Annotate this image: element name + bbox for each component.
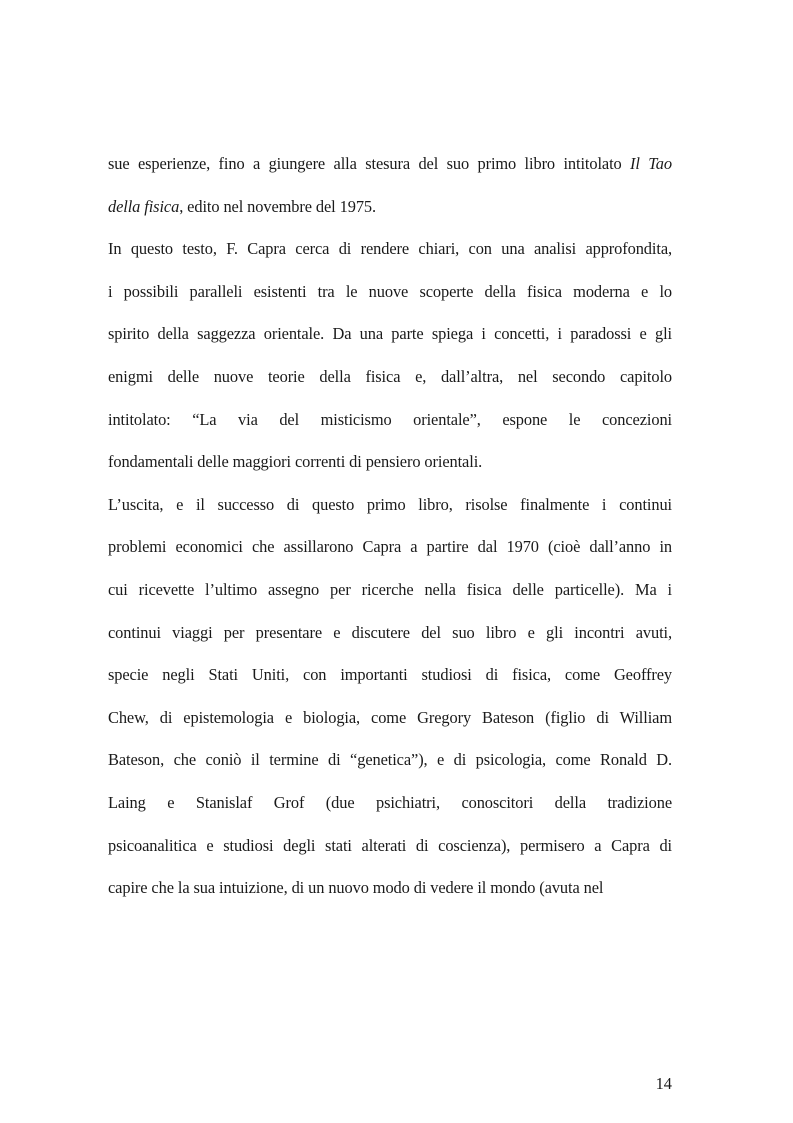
text-line — [108, 825, 672, 868]
text-line — [108, 271, 672, 314]
text-line — [108, 143, 672, 186]
text-line — [108, 356, 672, 399]
text-run: L’uscita, e il successo di questo primo libro, risolse finalmente i continui — [108, 494, 672, 514]
text-run: fondamentali delle maggiori correnti di pensiero orientali. — [108, 452, 483, 472]
text-line — [108, 739, 672, 782]
paragraph — [108, 228, 672, 484]
text-run: i possibili paralleli esistenti tra le nuove scoperte della fisica moderna e lo — [108, 281, 672, 301]
paragraph — [108, 484, 672, 910]
text-run: In questo testo, F. Capra cerca di rendere chiari, con una analisi approfondita, — [108, 239, 672, 259]
text-line — [108, 228, 672, 271]
text-run: sue esperienze, fino a giungere alla stesura del suo primo libro intitolato — [108, 154, 631, 173]
text-line — [108, 186, 672, 229]
text-run: Bateson, che coniò il termine di “genetica”), e di psicologia, come Ronald D. — [108, 750, 672, 770]
italic-title-text: Il Tao — [630, 154, 672, 173]
text-run: Chew, di epistemologia e biologia, come Gregory Bateson (figlio di William — [108, 707, 672, 727]
text-run: continui viaggi per presentare e discutere del suo libro e gli incontri avuti, — [108, 622, 672, 642]
text-line — [108, 399, 672, 442]
text-line — [108, 782, 672, 825]
text-run: specie negli Stati Uniti, con importanti studiosi di fisica, come Geoffrey — [108, 665, 672, 685]
text-line — [108, 612, 672, 655]
text-line — [108, 441, 672, 484]
text-run: intitolato: “La via del misticismo orientale”, espone le concezioni — [108, 409, 672, 429]
text-run: psicoanalitica e studiosi degli stati alterati di coscienza), permisero a Capra di — [108, 835, 672, 855]
paragraph — [108, 143, 672, 228]
text-run: enigmi delle nuove teorie della fisica e, dall’altra, nel secondo capitolo — [108, 366, 672, 386]
text-line — [108, 569, 672, 612]
text-line — [108, 526, 672, 569]
italic-title-text: della fisica — [108, 196, 180, 216]
text-run: capire che la sua intuizione, di un nuovo modo di vedere il mondo (avuta nel — [108, 878, 604, 898]
text-line — [108, 697, 672, 740]
text-run: cui ricevette l’ultimo assegno per ricerche nella fisica delle particelle). Ma i — [108, 579, 672, 599]
text-run: problemi economici che assillarono Capra a partire dal 1970 (cioè dall’anno in — [108, 537, 672, 557]
text-line — [108, 313, 672, 356]
text-run: Laing e Stanislaf Grof (due psichiatri, conoscitori della tradizione — [108, 792, 672, 812]
text-run: , edito nel novembre del 1975. — [179, 196, 377, 216]
text-line — [108, 484, 672, 527]
body-text — [108, 143, 672, 910]
text-line — [108, 654, 672, 697]
text-run: spirito della saggezza orientale. Da una parte spiega i concetti, i paradossi e gli — [108, 324, 672, 344]
text-line — [108, 867, 672, 910]
page-number: 14 — [655, 1074, 672, 1093]
